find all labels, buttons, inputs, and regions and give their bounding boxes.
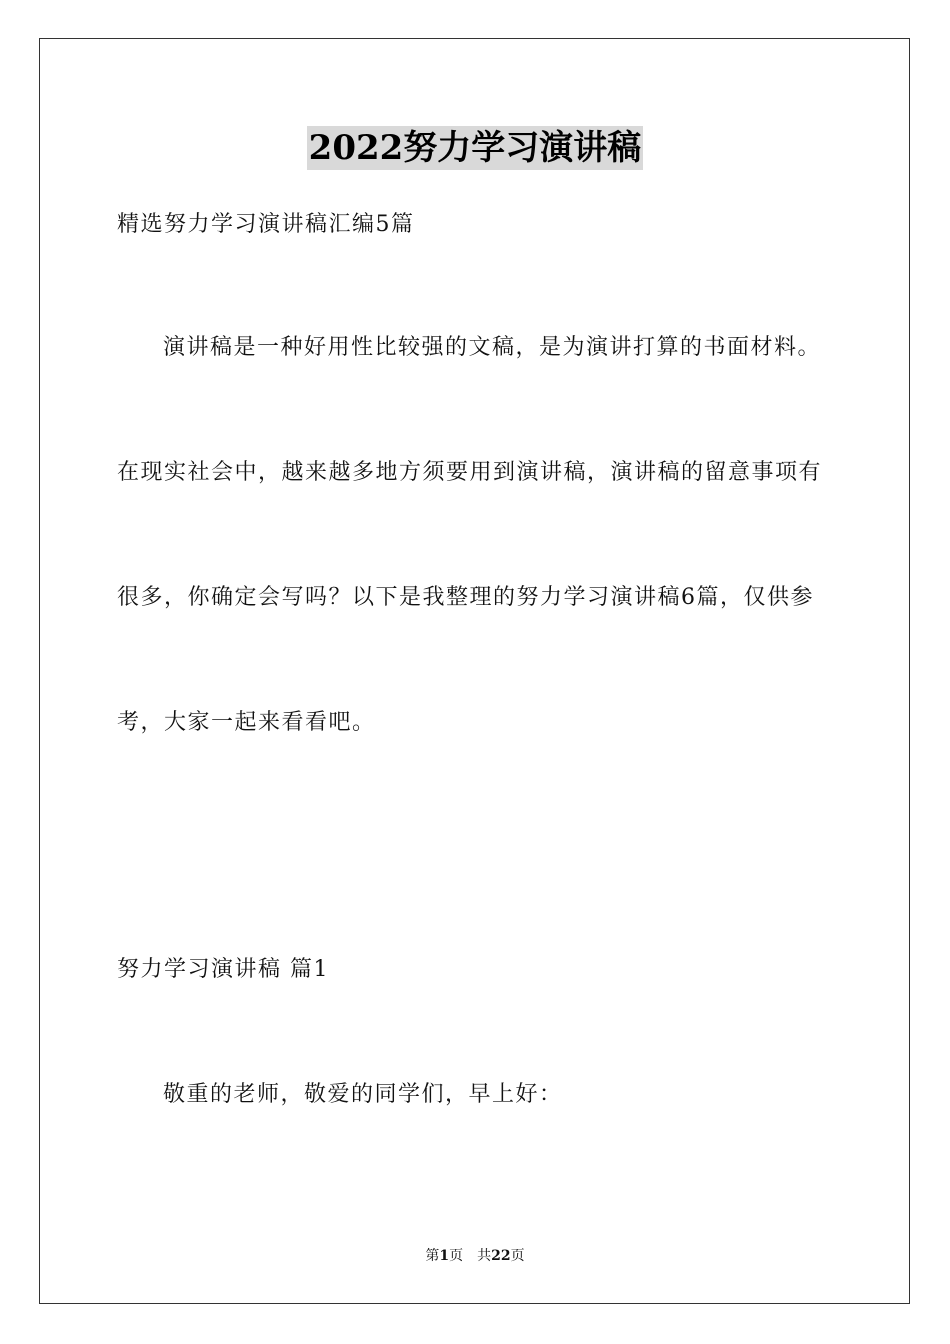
footer-page-suffix: 页 bbox=[449, 1248, 464, 1264]
page-footer bbox=[0, 1247, 950, 1265]
title-container bbox=[0, 126, 950, 170]
intro-line-2: 在现实社会中，越来越多地方须要用到演讲稿，演讲稿的留意事项有 bbox=[117, 460, 823, 485]
intro-line-4: 考，大家一起来看看吧。 bbox=[117, 710, 376, 735]
intro-line-3: 很多，你确定会写吗？以下是我整理的努力学习演讲稿6篇，仅供参 bbox=[117, 585, 814, 610]
footer-total-pages: 22 bbox=[491, 1248, 511, 1264]
footer-page-number: 1 bbox=[439, 1248, 450, 1264]
document-subtitle: 精选努力学习演讲稿汇编5篇 bbox=[117, 212, 415, 237]
greeting-line: 敬重的老师，敬爱的同学们，早上好： bbox=[163, 1082, 563, 1107]
section-heading: 努力学习演讲稿 篇1 bbox=[117, 957, 329, 982]
document-title: 2022努力学习演讲稿 bbox=[308, 128, 642, 168]
footer-total-prefix: 共 bbox=[477, 1248, 492, 1264]
footer-total-suffix: 页 bbox=[510, 1248, 525, 1264]
intro-line-1: 演讲稿是一种好用性比较强的文稿，是为演讲打算的书面材料。 bbox=[163, 335, 822, 360]
footer-page-prefix: 第 bbox=[425, 1248, 440, 1264]
